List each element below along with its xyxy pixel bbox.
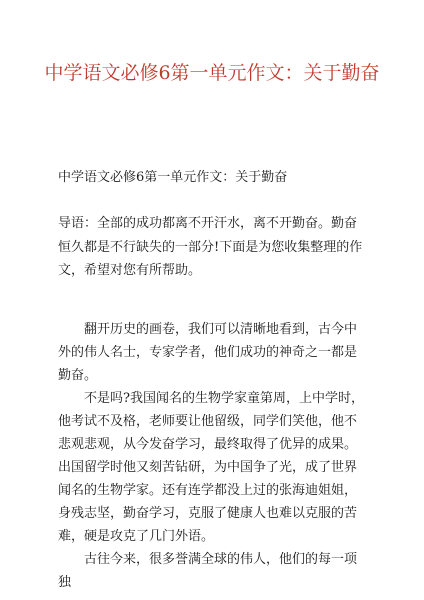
body-paragraph-3: 古往今来，很多誉满全球的伟人，他们的每一项独 <box>58 552 358 590</box>
intro-paragraph: 导语：全部的成功都离不开汗水，离不开勤奋。勤奋恒久都是不行缺失的一部分!下面是为您收集整理的作文，希望对您有所帮助。 <box>58 216 363 278</box>
body-paragraph-2: 不是吗?我国闻名的生物学家童第周，上中学时，他考试不及格，老师要让他留级，同学们笑他，他不悲观悲观，从今发奋学习，最终取得了优异的成果。出国留学时他又刻苦钻研，为中国争了光，成了世界闻名的生物学家。还有连学都没上过的张海迪姐姐，身残志坚，勤奋学习，克服了健康人也难以克服的苦难，硬是攻克了几门外语。 <box>58 391 364 544</box>
document-subtitle: 中学语文必修6第一单元作文：关于勤奋 <box>58 170 288 185</box>
essay-body <box>58 318 368 594</box>
body-paragraph-1: 翻开历史的画卷，我们可以清晰地看到，古今中外的伟人名士，专家学者，他们成功的神奇之一都是勤奋。 <box>58 322 358 383</box>
document-title: 中学语文必修6第一单元作文：关于勤奋 <box>44 62 380 84</box>
